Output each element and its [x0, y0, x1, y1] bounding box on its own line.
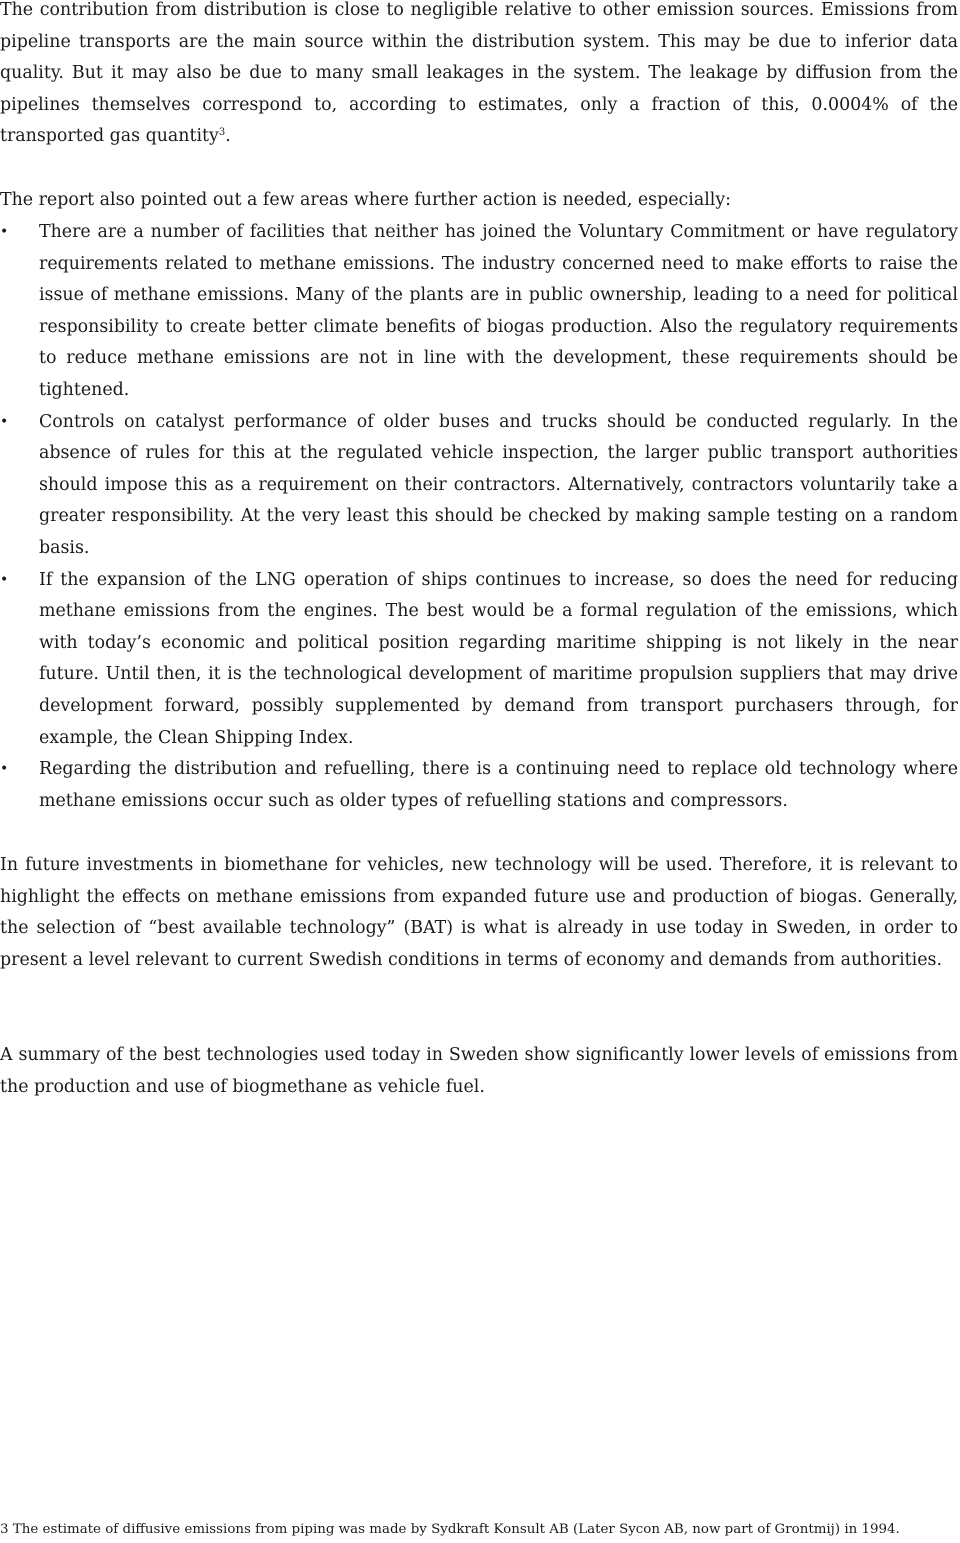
- bullet-icon: •: [0, 761, 9, 778]
- list-item-text: Regarding the distribution and refuelling, there is a continuing need to replace old technology where methane emissions occur such as older types of refuelling stations and compressors.: [39, 759, 958, 811]
- footnote-text: The estimate of diffusive emissions from piping was made by Sydkraft Konsult AB (Later Sycon AB, now part of Grontmij) in 1994.: [12, 1522, 900, 1537]
- footnote-number: 3: [0, 1522, 9, 1537]
- intro-text: The contribution from distribution is close to negligible relative to other emission sources. Emissions from pipeline transports are the main source within the distribution system. This may be due to inferior data quality. But it may also be due to many small leakages in the system. The leakage by diffusion from the pipelines themselves correspond to, according to estimates, only a fraction of this, 0.0004% of the transported gas quantity: [0, 0, 958, 147]
- further-action-lead: The report also pointed out a few areas where further action is needed, especially:: [0, 190, 732, 210]
- bullet-icon: •: [0, 571, 9, 588]
- footnote-reference[interactable]: 3: [218, 127, 226, 139]
- list-item-text: Controls on catalyst performance of older buses and trucks should be conducted regularly. In the absence of rules for this at the regulated vehicle inspection, the larger public transport authorities should impose this as a requirement on their contractors. Alternatively, contractors voluntarily take a greater responsibility. At the very least this should be checked by making sample testing on a random basis.: [39, 411, 958, 558]
- footnote: [0, 1521, 958, 1539]
- list-item-text: If the expansion of the LNG operation of ships continues to increase, so does the need for reducing methane emissions from the engines. The best would be a formal regulation of the emissions, which with today’s economic and political position regarding maritime shipping is not likely in the near future. Until then, it is the technological development of maritime propulsion suppliers that may drive development forward, possibly supplemented by demand from transport purchasers through, for example, the Clean Shipping Index.: [39, 569, 958, 748]
- list-item: [0, 565, 958, 755]
- list-item: [0, 754, 958, 817]
- summary-paragraph: A summary of the best technologies used today in Sweden show significantly lower levels of emissions from the production and use of biogmethane as vehicle fuel.: [0, 1045, 958, 1097]
- list-item: [0, 217, 958, 407]
- intro-end-punctuation: .: [225, 126, 231, 147]
- further-action-list: [0, 217, 958, 817]
- future-investments-paragraph: In future investments in biomethane for vehicles, new technology will be used. Therefore, it is relevant to highlight the effects on methane emissions from expanded future use and production of biogas. Generally, the selection of “best available technology” (BAT) is what is already in use today in Sweden, in order to present a level relevant to current Swedish conditions in terms of economy and demands from authorities.: [0, 855, 958, 970]
- bullet-icon: •: [0, 413, 9, 430]
- list-item-text: There are a number of facilities that neither has joined the Voluntary Commitment or have regulatory requirements related to methane emissions. The industry concerned need to make efforts to raise the issue of methane emissions. Many of the plants are in public ownership, leading to a need for political responsibility to create better climate benefits of biogas production. Also the regulatory requirements to reduce methane emissions are not in line with the development, these requirements should be tightened.: [39, 222, 958, 400]
- intro-paragraph: [0, 0, 958, 153]
- bullet-icon: •: [0, 224, 9, 240]
- list-item: [0, 407, 958, 565]
